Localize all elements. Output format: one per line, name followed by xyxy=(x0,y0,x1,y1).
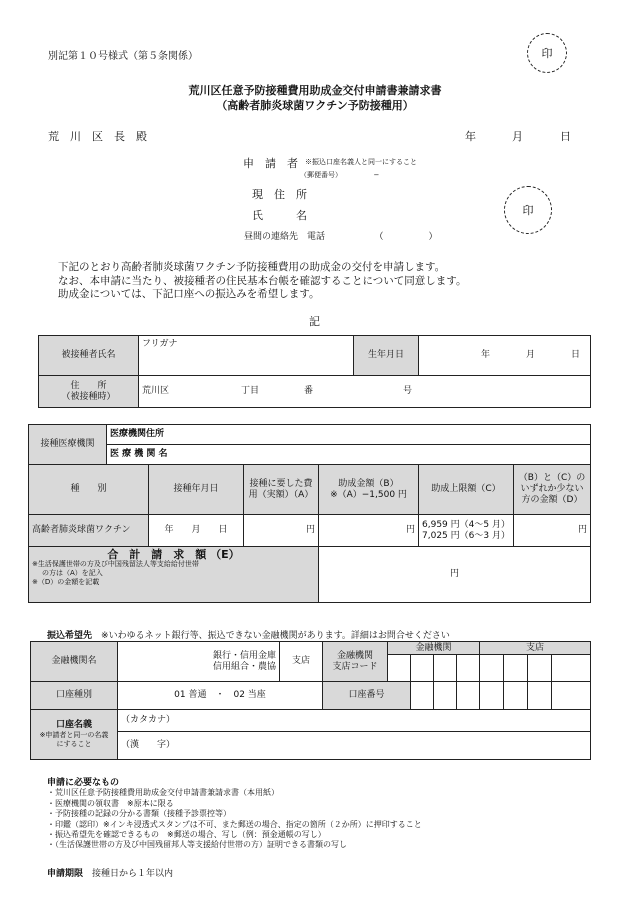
furigana-label: フリガナ xyxy=(142,339,178,349)
branch-code-digit[interactable] xyxy=(480,655,504,682)
holder-note-2: にすること xyxy=(56,740,92,748)
applicant-postal[interactable]: （郵便番号） − xyxy=(300,171,380,179)
clinic-label: 接種医療機関 xyxy=(29,425,107,465)
total-note-2: の方は（A）を記入 xyxy=(42,569,103,577)
requirement-item: ・印鑑（認印）※インキ浸透式スタンプは不可、また郵送の場合、指定の箇所（２か所）に押印すること xyxy=(47,819,422,829)
address-label-sub: （被接種時） xyxy=(61,391,116,402)
account-type-label: 口座種別 xyxy=(31,682,118,710)
total-code: （E） xyxy=(210,548,240,561)
seal-stamp-top xyxy=(527,33,567,73)
header-cost: 接種に要した費用（実額）（A） xyxy=(244,465,319,515)
requirement-item: ・振込希望先を確認できるもの ※郵送の場合、写し（例：預金通帳の写し） xyxy=(47,830,326,840)
applicant-address[interactable]: 現 住 所 xyxy=(252,188,307,201)
header-kind: 種 別 xyxy=(29,465,149,515)
bank-type-2: 信用組合・農協 xyxy=(212,661,276,672)
patient-name-label: 被接種者氏名 xyxy=(39,336,139,376)
limit-jun-mar: 7,025 円（6〜3 月） xyxy=(422,530,510,541)
branch-code-digit[interactable] xyxy=(528,655,552,682)
applicant-name[interactable]: 氏 名 xyxy=(252,209,307,222)
ki-label: 記 xyxy=(309,315,320,328)
code-branch-header: 支店 xyxy=(480,642,591,655)
account-digit[interactable] xyxy=(528,682,552,710)
account-digit[interactable] xyxy=(552,682,591,710)
total-note-3: ※（D）の金額を記載 xyxy=(32,578,100,586)
bank-type-1: 銀行・信用金庫 xyxy=(212,650,276,661)
code-bank-header: 金融機関 xyxy=(388,642,480,655)
row-date-field[interactable]: 年 月 日 xyxy=(149,515,244,547)
row-subsidy-field[interactable]: 円 xyxy=(319,515,419,547)
holder-label: 口座名義 xyxy=(55,720,92,730)
holder-kanji-field[interactable]: （漢 字） xyxy=(118,732,591,760)
bank-code-label xyxy=(323,642,388,682)
header-subsidy-main: 助成金額（B） xyxy=(338,478,399,489)
body-line-3: 助成金については、下記口座への振込みを希望します。 xyxy=(58,288,320,300)
seal-label: 印 xyxy=(541,47,553,60)
account-no-label: 口座番号 xyxy=(323,682,411,710)
account-digit[interactable] xyxy=(504,682,528,710)
total-note-1: ※生活保護世帯の方及び中国残留法人等支給給付世帯 xyxy=(32,560,199,568)
seal-stamp-applicant xyxy=(504,186,552,234)
birth-field[interactable]: 年 月 日 xyxy=(419,336,591,376)
bank-heading-note: ※いわゆるネット銀行等、振込できない金融機関があります。詳細はお問合せください xyxy=(101,631,450,641)
row-kind: 高齢者肺炎球菌ワクチン xyxy=(29,515,149,547)
total-label xyxy=(32,549,315,560)
branch-code-digit[interactable] xyxy=(552,655,591,682)
limit-apr-may: 6,959 円（4〜5 月） xyxy=(422,519,510,530)
form-title: 荒川区任意予防接種費用助成金交付申請書兼請求書 xyxy=(188,84,442,97)
patient-table xyxy=(38,335,591,408)
deadline-label: 申請期限 xyxy=(47,869,84,879)
clinic-name-field[interactable]: 医 療 機 関 名 xyxy=(107,445,591,465)
date-year[interactable]: 年 xyxy=(465,130,476,143)
bank-name-label: 金融機関名 xyxy=(31,642,118,682)
requirements xyxy=(47,778,422,851)
birth-label: 生年月日 xyxy=(354,336,419,376)
header-subsidy-formula: ※（A）−1,500 円 xyxy=(330,489,407,500)
total-amount-field[interactable]: 円 xyxy=(319,547,591,603)
bank-code-digit[interactable] xyxy=(388,655,411,682)
total-label-text: 合 計 請 求 額 xyxy=(107,548,207,561)
form-number: 別記第１０号様式（第５条関係） xyxy=(48,51,198,62)
header-limit: 助成上限額（C） xyxy=(419,465,514,515)
body-line-2: なお、本申請に当たり、被接種者の住民基本台帳を確認することについて同意します。 xyxy=(58,274,467,287)
bank-table xyxy=(30,641,591,760)
requirement-item: ・荒川区任意予防接種費用助成金交付申請書兼請求書（本用紙） xyxy=(47,788,279,798)
bank-code-digit[interactable] xyxy=(434,655,457,682)
requirements-heading: 申請に必要なもの xyxy=(47,778,120,788)
header-lesser: （B）と（C）のいずれか少ない方の金額（D） xyxy=(514,465,591,515)
bank-code-label-1: 金融機関 xyxy=(336,650,373,661)
bank-heading: 振込希望先 xyxy=(47,631,93,641)
patient-name-field[interactable] xyxy=(139,336,354,376)
patient-address-field[interactable]: 荒川区 丁目 番 号 xyxy=(139,376,591,408)
bank-code-label-2: 支店コード xyxy=(332,661,378,672)
seal-label: 印 xyxy=(522,204,534,217)
account-type-field[interactable]: 01 普通 ・ 02 当座 xyxy=(118,682,323,710)
account-digit[interactable] xyxy=(434,682,457,710)
bank-heading-line xyxy=(47,628,450,641)
cost-table xyxy=(28,424,591,603)
applicant-contact[interactable]: 昼間の連絡先 電話 （ ） xyxy=(244,232,438,242)
deadline-value: 接種日から１年以内 xyxy=(92,869,174,879)
requirement-item: ・医療機関の領収書 ※原本に限る xyxy=(47,798,174,808)
total-label-cell xyxy=(29,547,319,603)
bank-type[interactable] xyxy=(118,642,280,682)
form-subtitle: （高齢者肺炎球菌ワクチン予防接種用） xyxy=(216,99,414,112)
body-text xyxy=(58,261,466,302)
bank-code-digit[interactable] xyxy=(457,655,480,682)
row-limit xyxy=(419,515,514,547)
header-date: 接種年月日 xyxy=(149,465,244,515)
holder-kana-field[interactable]: （カタカナ） xyxy=(118,710,591,732)
date-day[interactable]: 日 xyxy=(560,130,571,143)
account-digit[interactable] xyxy=(480,682,504,710)
row-cost-field[interactable]: 円 xyxy=(244,515,319,547)
branch-field[interactable]: 支店 xyxy=(280,642,323,682)
requirement-item: ・予防接種の記録の分かる書類（接種予診票控等） xyxy=(47,809,231,819)
deadline xyxy=(47,866,173,879)
account-digit[interactable] xyxy=(411,682,434,710)
account-digit[interactable] xyxy=(457,682,480,710)
requirement-item: ・（生活保護世帯の方及び中国残留邦人等支援給付世帯の方）証明できる書類の写し xyxy=(47,840,347,850)
header-subsidy xyxy=(319,465,419,515)
bank-code-digit[interactable] xyxy=(411,655,434,682)
date-month[interactable]: 月 xyxy=(512,130,523,143)
applicant-note: ※振込口座名義人と同一にすること xyxy=(305,158,417,166)
row-lesser-field[interactable]: 円 xyxy=(514,515,591,547)
branch-code-digit[interactable] xyxy=(504,655,528,682)
holder-label-cell xyxy=(31,710,118,760)
applicant-label: 申 請 者 xyxy=(243,157,298,170)
patient-address-label xyxy=(39,376,139,408)
clinic-address-field[interactable]: 医療機関住所 xyxy=(107,425,591,445)
body-line-1: 下記のとおり高齢者肺炎球菌ワクチン予防接種費用の助成金の交付を申請します。 xyxy=(58,261,446,273)
addressee: 荒 川 区 長 殿 xyxy=(48,130,147,143)
address-label-main: 住 所 xyxy=(70,380,107,391)
holder-note-1: ※申請者と同一の名義 xyxy=(39,731,109,739)
